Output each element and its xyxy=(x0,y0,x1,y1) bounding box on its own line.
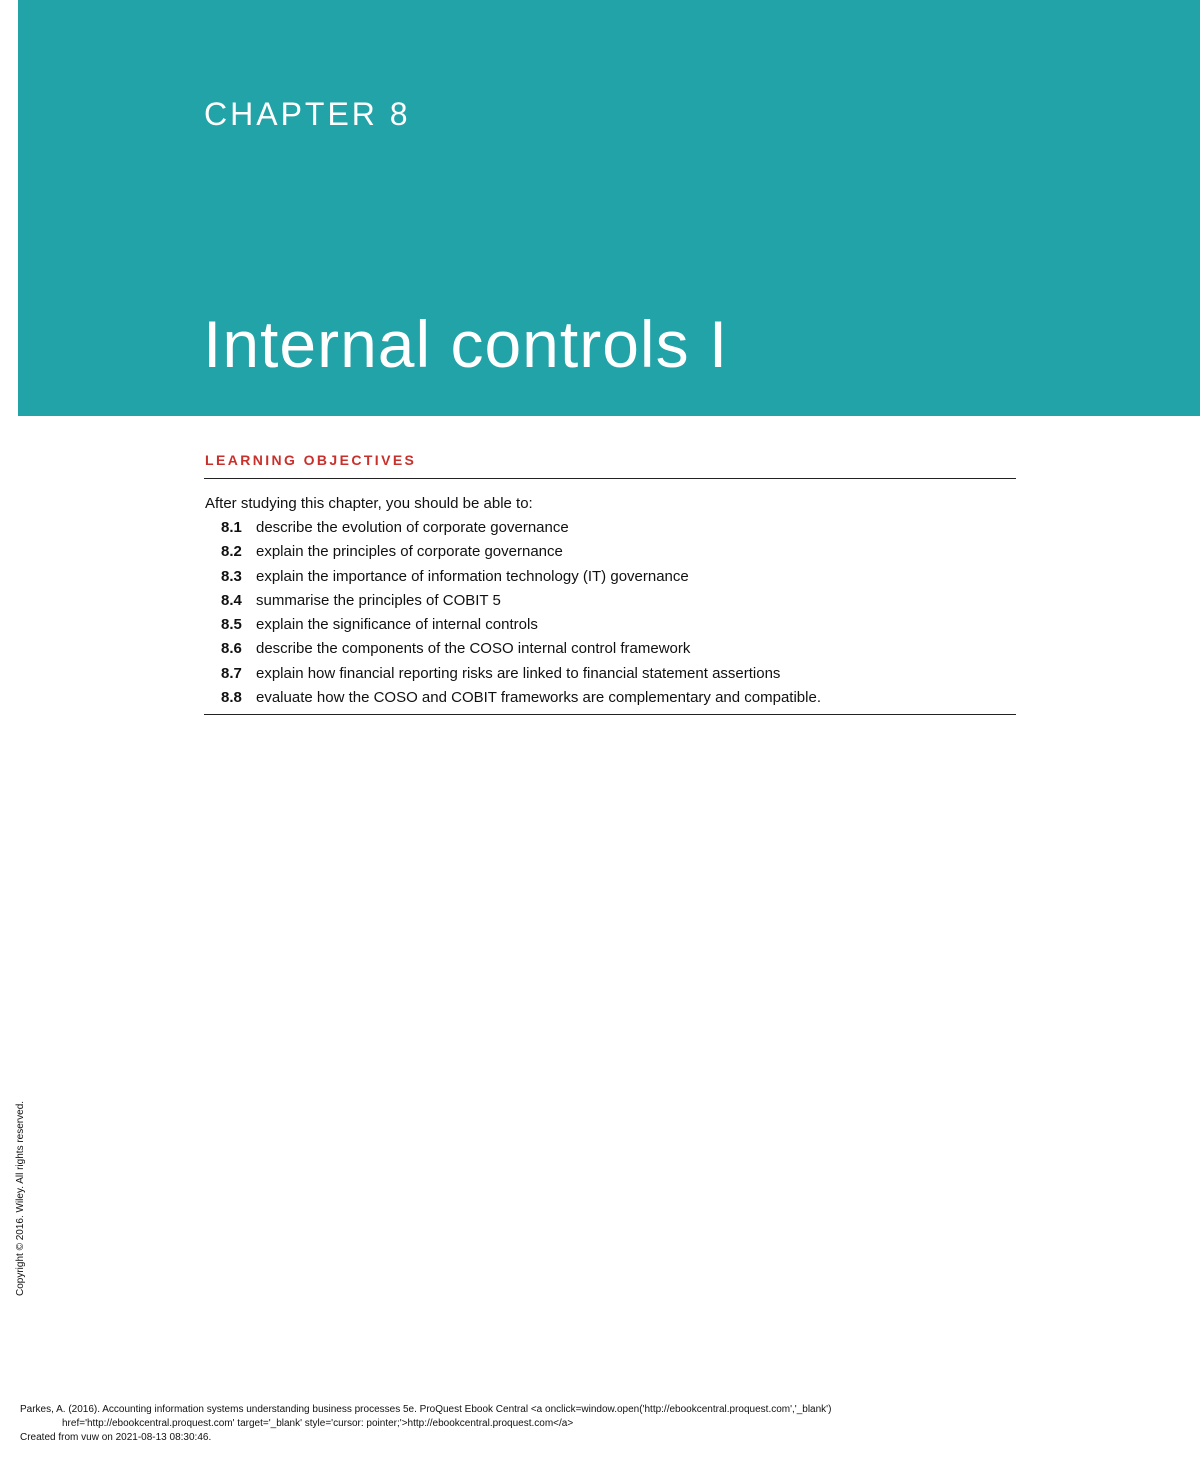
copyright-notice: Copyright © 2016. Wiley. All rights reserved. xyxy=(15,1100,26,1296)
bottom-divider xyxy=(204,714,1016,715)
created-timestamp: Created from vuw on 2021-08-13 08:30:46. xyxy=(20,1432,212,1443)
citation-line: href='http://ebookcentral.proquest.com' target='_blank' style='cursor: pointer;'>http://ebookcentral.proquest.com</a> xyxy=(62,1418,574,1429)
objective-item xyxy=(204,518,1016,542)
objective-item xyxy=(204,591,1016,615)
objective-item xyxy=(204,664,1016,688)
chapter-title: Internal controls I xyxy=(203,307,729,381)
objective-number: 8.2 xyxy=(221,543,242,561)
objective-number: 8.3 xyxy=(221,567,242,585)
objective-number: 8.4 xyxy=(221,591,242,609)
objective-text: describe the evolution of corporate governance xyxy=(256,519,569,536)
objective-number: 8.8 xyxy=(221,689,242,707)
citation-footer xyxy=(20,1403,1180,1445)
objective-number: 8.1 xyxy=(221,519,242,536)
objective-text: summarise the principles of COBIT 5 xyxy=(256,591,501,609)
objective-text: explain the importance of information technology (IT) governance xyxy=(256,567,689,585)
citation-line: Parkes, A. (2016). Accounting information systems understanding business processes 5e. ProQuest Ebook Central <a onclick=window.open('http://ebookcentral.proquest.com','_blank') xyxy=(20,1404,832,1415)
chapter-banner xyxy=(18,0,1200,416)
chapter-label: CHAPTER 8 xyxy=(204,96,411,132)
objective-text: explain how financial reporting risks are linked to financial statement assertions xyxy=(256,664,781,682)
objective-item xyxy=(204,615,1016,639)
objectives-list xyxy=(204,518,1016,712)
objective-item xyxy=(204,688,1016,712)
objective-item xyxy=(204,567,1016,591)
objective-number: 8.6 xyxy=(221,640,242,658)
objective-number: 8.7 xyxy=(221,664,242,682)
objective-item xyxy=(204,639,1016,663)
top-divider xyxy=(204,478,1016,479)
learning-objectives xyxy=(204,450,1016,715)
objective-text: explain the significance of internal controls xyxy=(256,616,538,634)
objective-item xyxy=(204,542,1016,566)
objective-text: explain the principles of corporate governance xyxy=(256,543,563,561)
objective-number: 8.5 xyxy=(221,616,242,634)
objective-text: evaluate how the COSO and COBIT frameworks are complementary and compatible. xyxy=(256,689,821,707)
objectives-intro: After studying this chapter, you should be able to: xyxy=(205,495,533,512)
learning-objectives-heading: LEARNING OBJECTIVES xyxy=(205,452,417,468)
objective-text: describe the components of the COSO internal control framework xyxy=(256,640,691,658)
